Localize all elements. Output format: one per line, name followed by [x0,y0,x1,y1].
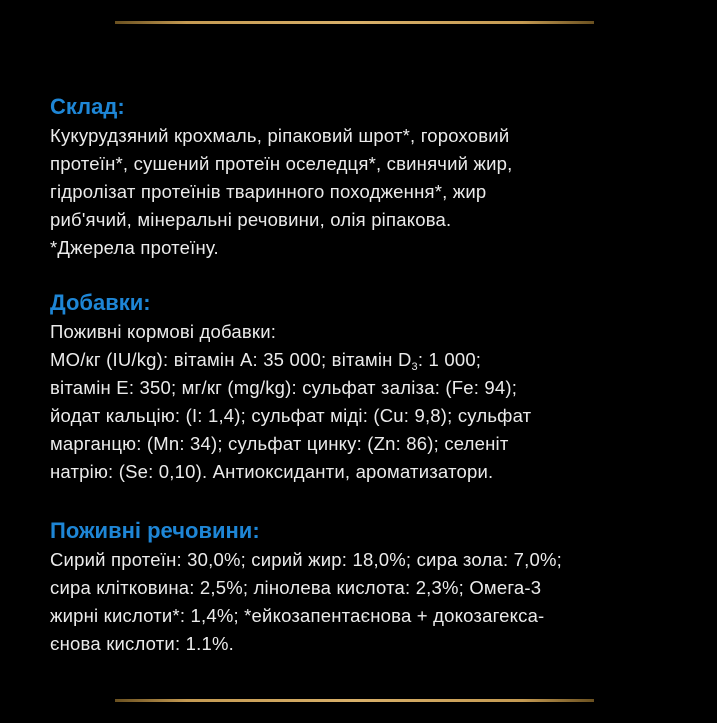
nutrients-line: жирні кислоти*: 1,4%; *ейкозапентаєнова + докозагекса- [50,605,545,626]
additives-line: Поживні кормові добавки: [50,321,277,342]
composition-heading: Склад: [50,94,125,119]
nutrients-heading: Поживні речовини: [50,518,260,543]
additives-line-end: : 1 000; [417,349,482,370]
nutrients-line: Сирий протеїн: 30,0%; сирий жир: 18,0%; сира зола: 7,0%; [50,549,562,570]
top-gold-divider [115,21,594,24]
composition-line: Кукурудзяний крохмаль, ріпаковий шрот*, гороховий [50,125,510,146]
bottom-gold-divider [115,699,594,702]
additives-line: марганцю: (Mn: 34); сульфат цинку: (Zn: 86); селеніт [50,433,509,454]
composition-section [50,92,690,262]
composition-line: риб'ячий, мінеральні речовини, олія ріпакова. [50,209,452,230]
additives-line: вітамін Е: 350; мг/кг (mg/kg): сульфат заліза: (Fe: 94); [50,377,518,398]
composition-line: гідролізат протеїнів тваринного походження*, жир [50,181,487,202]
additives-heading: Добавки: [50,290,151,315]
nutrients-line: єнова кислоти: 1.1%. [50,633,234,654]
additives-line: натрію: (Se: 0,10). Антиоксиданти, ароматизатори. [50,461,494,482]
composition-line: протеїн*, сушений протеїн оселедця*, свинячий жир, [50,153,513,174]
vitamin-d-subscript: 3 [411,361,418,373]
additives-line: МО/кг (IU/kg): вітамін А: 35 000; вітамін D [50,349,412,370]
protein-source-footnote: *Джерела протеїну. [50,237,219,258]
nutrients-line: сира клітковина: 2,5%; лінолева кислота: 2,3%; Омега-3 [50,577,542,598]
composition-text [50,122,690,262]
additives-text [50,318,690,486]
additives-line: йодат кальцію: (I: 1,4); сульфат міді: (Cu: 9,8); сульфат [50,405,532,426]
nutrients-section [50,516,690,658]
additives-section [50,288,690,486]
product-info-panel [50,92,690,658]
nutrients-text [50,546,690,658]
